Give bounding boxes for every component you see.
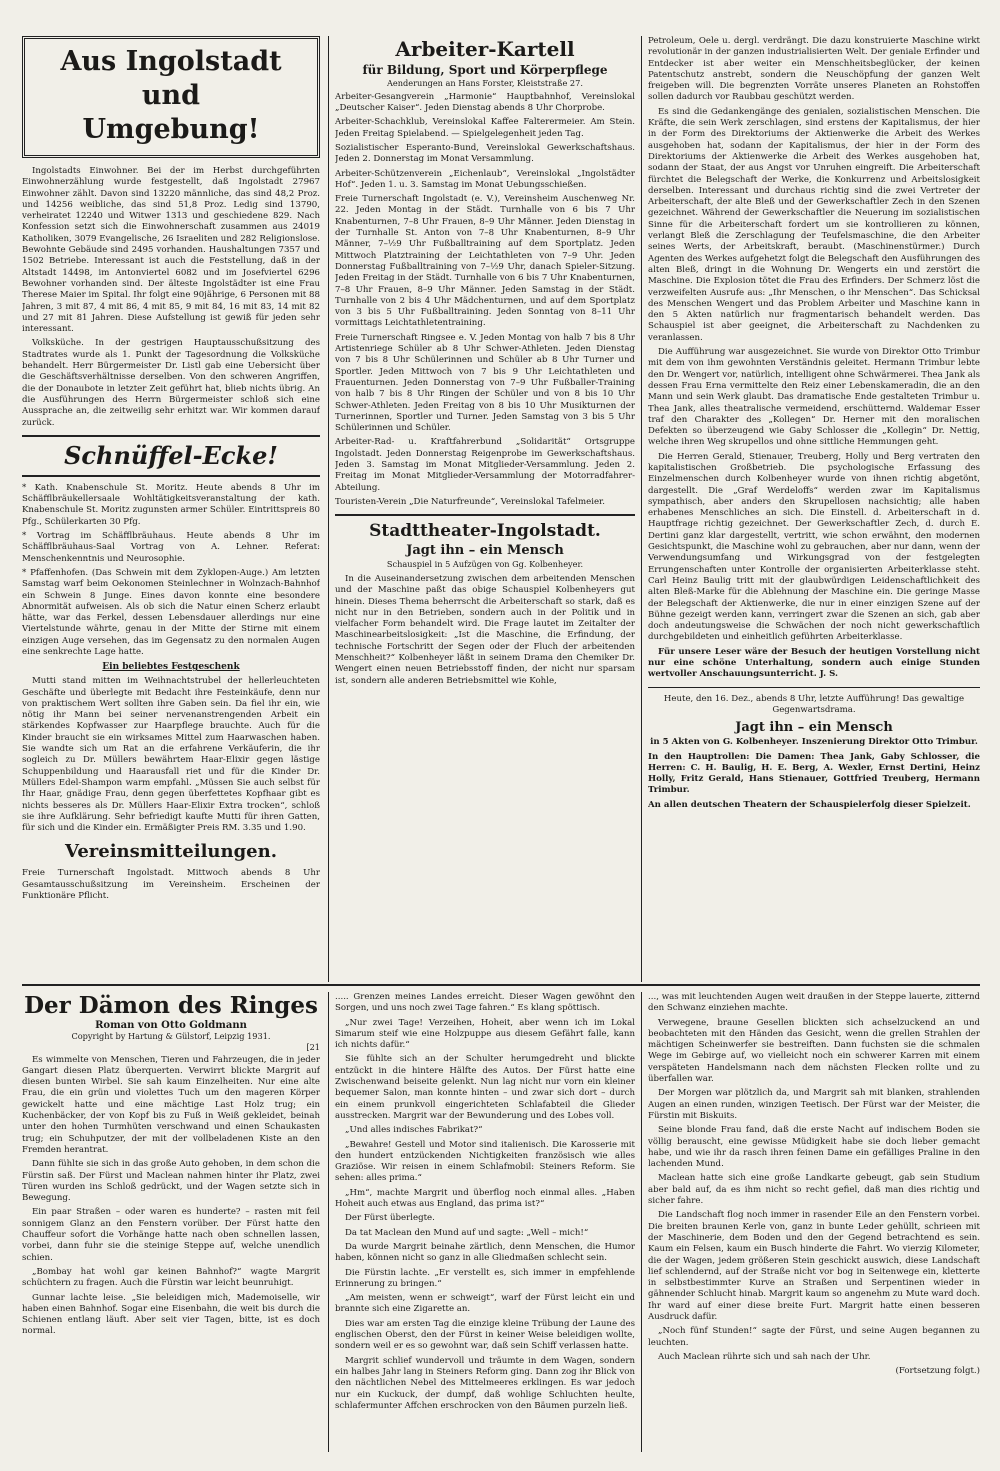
theater-announcement bbox=[648, 687, 980, 811]
masthead-title-line1: Aus Ingolstadt und bbox=[60, 46, 282, 111]
masthead-box bbox=[22, 36, 320, 158]
novel-paragraph: Margrit schlief wundervoll und träumte in dem Wagen, sondern ein halbes Jahr lang in Steiners Reform ging. Dann zog ihr Blick von den nächtlichen Nebel des Mittelmeeres erklingen. Es war jedoch nur ein Kuckuck, der dumpf, daß wohlige Schluchten heulte, schlafermunter Affchen erschrocken von den Bäumen purzeln ließ. bbox=[335, 1355, 635, 1411]
novel-paragraph: Dann fühlte sie sich in das große Auto gehoben, in dem schon die Fürstin saß. Der Fürst und Maclean nahmen hinter ihr Platz, zwei Türen wurden ins Schloß gedrückt, und der Wagen setzte sich in Bewegung. bbox=[22, 1159, 320, 1204]
theater-review-part5: Die Herren Gerald, Stienauer, Treuberg, Holly und Berg vertraten den kapitalistischen Großbetrieb. Die psychologische Erfassung des Einzelmenschen durch Kolbenheyer wurde von ihnen richtig abgetönt, dargestellt. Die „Graf Werdeloffs“ werden zwar im Kapitalismus sympathisch, aber anders den Skrupellosen nachsichtig; alle haben erhabenes Menschliches an sich. Die Einstell. d. Arbeiterschaft in d. Hauptfrage richtig gezeichnet. Der Gewerkschaftler Zech, d. durch E. Dertini ganz klar dargestellt, vertritt, wie schon erwähnt, den modernen Gesichtspunkt, die Maschine wohl zu gebrauchen, aber nur dann, wenn der Verwendungsumfang und Wirkungsgrad von der festgelegten Errungenschaften unter Kontrolle der organisierten Arbeiterklasse steht. Carl Heinz Baulig tritt mit der glaubwürdigen Leidenschaftlichkeit des alten Bleß-Marke für die Ablehnung der Maschine ein. Die geringe Masse der Belegschaft der Aktienwerke, die nur in einer einzigen Szene auf der Bühne gezeigt werden kann, verringert zwar die Szenen an sich, gab aber doch andeutungsweise die Schwächen der noch nicht gewerkschaftlich durchgebildeten und einheitlich geführten Arbeiterklasse. bbox=[648, 451, 980, 643]
novel-paragraph: ..., was mit leuchtenden Augen weit draußen in der Steppe lauerte, zitternd den Schwanz einziehen machte. bbox=[648, 992, 980, 1014]
novel-paragraph: Seine blonde Frau fand, daß die erste Nacht auf indischem Boden sie völlig berauscht, eine gewisse Müdigkeit habe sie doch lieber gemacht habe, und wie ihr da rasch ihren feinen Dame ein gefälliges Praline in den lachenden Mund. bbox=[648, 1125, 980, 1170]
novel-paragraph: Maclean hatte sich eine große Landkarte gebeugt, gab sein Studium aber bald auf, da es ihm nicht so recht gefiel, daß man dies richtig und sicher fahre. bbox=[648, 1173, 980, 1207]
column-theater-review bbox=[648, 36, 980, 980]
kartell-item: Arbeiter-Gesangverein „Harmonie“ Hauptbahnhof, Vereinslokal „Deutscher Kaiser“. Jeden Dienstag abends 8 Uhr Chorprobe. bbox=[335, 91, 635, 114]
novel-column-1 bbox=[22, 992, 320, 1452]
theater-review-part1: In die Auseinandersetzung zwischen dem arbeitenden Menschen und der Maschine paßt das obige Schauspiel Kolbenheyers gut hinein. Dieses Thema beherrscht die Arbeiterschaft so stark, daß es nicht nur in den Betrieben, sondern auch in der Politik und in vielfacher Form behandelt wird. Die Frage lautet im Zeitalter der Maschinearbeitslosigkeit: „Ist die Maschine, die Erfindung, der technische Fortschritt der Segen oder der Fluch der arbeitenden Menschheit?“ Kolbenheyer läßt in seinem Drama den Chemiker Dr. Wengert einen neuen Betriebsstoff finden, der nicht nur sparsam ist, sondern alle anderen Betriebsmittel wie Kohle, bbox=[335, 573, 635, 686]
novel-divider-1 bbox=[328, 992, 329, 1452]
theater-review-part2: Petroleum, Oele u. dergl. verdrängt. Die dazu konstruierte Maschine wirkt revolutionär in der ganzen industrialisierten Welt. Der geniale Erfinder und Entdecker ist aber weiter ein Menschheitsbeglücker, der keinen Patentschutz anstrebt, sondern die Neuschöpfung der ganzen Welt freigeben will. Die begrenzten Vorräte unseres Planeten an Rohstoffen sollen dadurch vor Raubbau geschützt werden. bbox=[648, 36, 980, 103]
column-divider-1 bbox=[328, 36, 329, 982]
kartell-heading: Arbeiter-Kartell bbox=[395, 37, 575, 61]
theater-heading: Stadttheater-Ingolstadt. bbox=[369, 521, 601, 542]
novel-paragraph: „Hm“, machte Margrit und überflog noch einmal alles. „Haben Hoheit auch etwas aus England, das prima ist?“ bbox=[335, 1187, 635, 1210]
kartell-item: Sozialistischer Esperanto-Bund, Vereinslokal Gewerkschaftshaus. Jeden 2. Donnerstag im Monat Versammlung. bbox=[335, 142, 635, 165]
novel-paragraph: „Nur zwei Tage! Verzeihen, Hoheit, aber wenn ich im Lokal Simarum steif wie eine Holzpuppe aus diesem Gefährt falle, kann ich nichts dafür.“ bbox=[335, 1017, 635, 1051]
script-heading-box bbox=[22, 435, 320, 477]
kartell-item: Freie Turnerschaft Ingolstadt (e. V.), Vereinsheim Auschenweg Nr. 22. Jeden Montag in der Städt. Turnhalle von 6 bis 7 Uhr Knabenturnen, 7–8 Uhr Frauen, 8–9 Uhr Männer. Jeden Dienstag in der Turnhalle St. Anton von 7–8 Uhr Knabenturnen, 8–9 Uhr Männer, 7–½9 Uhr Fußballtraining auf dem Sportplatz. Jeden Mittwoch Platztraining der Leichtathleten von 7–9 Uhr. Jeden Donnerstag Fußballtraining von 7–½9 Uhr, danach Spieler-Sitzung. Jeden Freitag in der Städt. Turnhalle von 6 bis 7 Uhr Knabenturnen, 7–8 Uhr Frauen, 8–9 Uhr Männer. Jeden Samstag in der Städt. Turnhalle von 2 bis 4 Uhr Mädchenturnen, und auf dem Sportplatz von 3 bis 5 Uhr Fußballtraining. Jeden Sonntag von 8–11 Uhr vormittags Leichtathletentraining. bbox=[335, 194, 635, 329]
article-volkskueche: Volksküche. In der gestrigen Hauptausschußsitzung des Stadtrates wurde als 1. Punkt der Tagesordnung die Volksküche behandelt. Herr Bürgermeister Dr. Listl gab eine Uebersicht über die Geschäftsverhältnisse derselben. Von den schweren Angriffen, die der Donaubote in letzter Zeit geführt hat, blieb nichts übrig. An die Ausführungen des Herrn Bürgermeister schloß sich eine Aussprache an, die zeitweilig sehr erhitzt war. Wir kommen darauf zurück. bbox=[22, 338, 320, 428]
novel-column-2 bbox=[335, 992, 635, 1452]
novel-paragraph: Gunnar lachte leise. „Sie beleidigen mich, Mademoiselle, wir haben einen Bahnhof. Sogar eine Eisenbahn, die weit bis durch die Schienen entlang läuft. Aber seit vier Tagen, bitte, ist es doch normal. bbox=[22, 1292, 320, 1337]
column-arbeiter-kartell bbox=[335, 36, 635, 980]
column-divider-2 bbox=[641, 36, 642, 982]
novel-installment-number: [21 bbox=[306, 1041, 320, 1052]
kartell-item: Freie Turnerschaft Ringsee e. V. Jeden Montag von halb 7 bis 8 Uhr Artistenriege Schüler ab 8 Uhr Schwer-Athleten. Jeden Dienstag von 7 bis 8 Uhr Schülerinnen und Schüler ab 8 Uhr Turner und Sportler. Jeden Mittwoch von 7 bis 9 Uhr Leichtathleten und Frauenturnen. Jeden Donnerstag von 7–9 Uhr Fußballer-Training von halb 7 bis 8 Uhr Ringen der Schüler und von 8 bis 10 Uhr Schwer-Athleten. Jeden Freitag von 8 bis 10 Uhr Musikturnen der Turnerinnen, Sportler und Turner. Jeden Samstag von 3 bis 5 Uhr Schülerinnen und Schüler. bbox=[335, 332, 635, 434]
article-population: Ingolstadts Einwohner. Bei der im Herbst durchgeführten Einwohnerzählung wurde festgestellt, daß Ingolstadt 27967 Einwohner zählt. Davon sind 13220 männliche, das sind 48,2 Proz. und 14256 weibliche, das sind 51,8 Proz. Ledig sind 13790, verheiratet 12240 und Witwer 1313 und geschiedene 829. Nach Konfession setzt sich die Einwohnerschaft zusammen aus 24019 Katholiken, 3079 Evangelische, 26 Israeliten und 282 Religionslose. Bewohnte Gebäude sind 2495 vorhanden. Haushaltungen 7357 und 1502 Betriebe. Interessant ist auch die Feststellung, daß in der Altstadt 14498, im Antonviertel 6082 und im Josefviertel 6296 Bewohner vorhanden sind. Der älteste Ingolstädter ist eine Frau Therese Maier im Spital. Ihr folgt eine 90jährige, 6 Personen mit 88 Jahren, 3 mit 87, 4 mit 86, 4 mit 85, 9 mit 84, 16 mit 83, 14 mit 82 und 27 mit 81 Jahren. Diese Aufstellung ist gewiß für jeden sehr interessant. bbox=[22, 166, 320, 335]
novel-paragraph: Dies war am ersten Tag die einzige kleine Trübung der Laune des englischen Oberst, den der Fürst in keiner Weise beleidigen wollte, sondern weil er es so gewohnt war, daß sein Schiff verlassen hatte. bbox=[335, 1318, 635, 1352]
article-gift: Mutti stand mitten im Weihnachtstrubel der hellerleuchteten Geschäfte und überlegte mit Bedacht ihre Festeinkäufe, denn nur von praktischem Wert sollten ihre Gaben sein. Da fiel ihr ein, wie nötig ihr Mann bei seiner nervenanstrengenden Arbeit ein stärkendes Kopfwasser zur Haarpflege brauchte. Auch für die Kinder braucht sie ein wirksames Mittel zum Haarwaschen haben. Sie wandte sich um Rat an die erfahrene Verkäuferin, die ihr sogleich zu Dr. Müllers bewährtem Haar-Elixir gegen lästige Schuppenbildung und Haarausfall riet und für die Kinder Dr. Müllers Edel-Shampon warm empfahl. „Müssen Sie auch selbst für Ihr Haar, gnädige Frau, denn gegen überfettetes Kopfhaar gibt es nichts besseres als Dr. Müllers Haar-Elixir Extra trocken“, schloß sie ihre Aufklärung. Sehr befriedigt kaufte Mutti für ihren Gatten, für sich und die Kinder ein. Ermäßigter Preis RM. 3.35 und 1.90. bbox=[22, 676, 320, 834]
announcement-cast: In den Hauptrollen: Die Damen: Thea Jank, Gaby Schlosser, die Herren: C. H. Baulig, H. E. Berg, A. Wexler, Ernst Dertini, Heinz Holly, Fritz Gerald, Hans Stienauer, Gottfried Treuberg, Hermann Trimbur. bbox=[648, 751, 980, 796]
notice-knabenschule: * Kath. Knabenschule St. Moritz. Heute abends 8 Uhr im Schäfflbräukellersaale Wohltätigkeitsveranstaltung der kath. Knabenschule St. Moritz zugunsten armer Schüler. Eintrittspreis 80 Pfg., Schülerkarten 30 Pfg. bbox=[22, 482, 320, 527]
kartell-item: Arbeiter-Schachklub, Vereinslokal Kaffee Falterermeier. Am Stein. Jeden Freitag Spielabend. — Spielgelegenheit jeden Tag. bbox=[335, 117, 635, 139]
novel-title: Der Dämon des Ringes bbox=[24, 992, 318, 1019]
novel-column-3 bbox=[648, 992, 980, 1452]
kartell-subheading: für Bildung, Sport und Körperpflege bbox=[362, 63, 608, 77]
novel-paragraph: ..... Grenzen meines Landes erreicht. Dieser Wagen gewöhnt den Sorgen, und uns noch zwei Tage fahren.“ Es klang spöttisch. bbox=[335, 992, 635, 1014]
novel-paragraph: Auch Maclean rührte sich und sah nach der Uhr. bbox=[658, 1351, 871, 1362]
gift-heading: Ein beliebtes Festgeschenk bbox=[102, 662, 240, 673]
novel-paragraph: Da tat Maclean den Mund auf und sagte: „Well – mich!“ bbox=[345, 1227, 589, 1238]
theater-review-closing: Für unsere Leser wäre der Besuch der heutigen Vorstellung nicht nur eine schöne Unterhaltung, sondern auch einige Stunden wertvoller Anschauungsunterricht. J. S. bbox=[648, 646, 980, 680]
announcement-date: Heute, den 16. Dez., abends 8 Uhr, letzte Aufführung! Das gewaltige Gegenwartsdrama. bbox=[663, 693, 965, 715]
novel-paragraph: „Und alles indisches Fabrikat?“ bbox=[345, 1125, 483, 1136]
novel-continuation-note: (Fortsetzung folgt.) bbox=[895, 1366, 980, 1377]
announcement-info: in 5 Akten von G. Kolbenheyer. Inszenierung Direktor Otto Trimbur. bbox=[650, 737, 978, 748]
notice-pfaffenhofen: * Pfaffenhofen. (Das Schwein mit dem Zyklopen-Auge.) Am letzten Samstag warf beim Oekonomen Steinlechner in Wolnzach-Bahnhof ein Schwein 8 Junge. Eines davon konnte eine besondere Abnormität aufweisen. Als ob sich die Natur einen Scherz erlaubt hätte, war das Ferkel, dessen Lebensdauer allerdings nur eine Viertelstunde währte, genau in der Mitte der Stirne mit einem einzigen Auge versehen, das im Gegensatz zu den normalen Augen eine senkrechte Lage hatte. bbox=[22, 567, 320, 657]
novel-paragraph: Verwegene, braune Gesellen blickten sich achselzuckend an und beobachteten mit den Händen das Gesicht, wenn die grellen Strahlen der mächtigen Scheinwerfer sie bestreiften. Dann fuchsten sie die schmalen Wege im Gebirge auf, wo vielleicht noch ein schwerer Karren mit einem verspäteten Handelsmann nach dem nächsten Flecken rollte und zu überfallen war. bbox=[648, 1017, 980, 1085]
novel-paragraph: Die Landschaft flog noch immer in rasender Eile an den Fenstern vorbei. Die breiten braunen Kerle von, ganz in bunte Leder gehüllt, schrieen mit der Maschinerie, dem Boden und den der Gegend betrachtend es sein. Kaum ein Felsen, kaum ein Busch hinderte die Fahrt. Wo vierzig Kilometer, die der Wagen, jedem größeren Stein geschickt auswich, diese Landschaft lief schlendernd, auf der Straße nicht vor bog in Seitenwege ein, kletterte in selbstbestimmter Kurve an Straßen und Serpentinen wieder in gähnender Schlucht hinab. Margrit kaum so angenehm zu Mute ward doch. Ihr ward auf einer diese breite Furt. Margrit hatte einen besseren Ausdruck dafür. bbox=[648, 1210, 980, 1323]
notice-vortrag: * Vortrag im Schäfflbräuhaus. Heute abends 8 Uhr im Schäfflbräuhaus-Saal Vortrag von A. Lehner. Referat: Menschenkenntnis und Neurosophie. bbox=[22, 531, 320, 564]
novel-paragraph: Sie fühlte sich an der Schulter herumgedreht und blickte entzückt in die hintere Hälfte des Autos. Der Fürst hatte eine Zwischenwand beiseite gelenkt. Nun lag nicht nur vorn ein kleiner bequemer Salon, man konnte hinten – und zwar sich dort – durch ein einem prunkvoll eingerichteten Schlafabteil die Glieder ausstrecken. Margrit war der Bewunderung und des Lobes voll. bbox=[335, 1054, 635, 1121]
verein-heading: Vereinsmitteilungen. bbox=[65, 841, 277, 863]
theater-review-part3: Es sind die Gedankengänge des genialen, sozialistischen Menschen. Die Kräfte, die sein Werk zerschlagen, sind erstens der Kapitalismus, der hier in der Form des Direktoriums der Aktienwerke die Arbeit des Werkes ausgehoben hat, sodann der Kapitalismus, der hier in der Form des Direktoriums der Aktienwerke die Arbeit des Werkes ausgehoben hat, sodann der Staat, der aus Angst vor Unruhen eingreift. Die Arbeiterschaft fürchtet die Belegschaft der Werke, die Konkurrenz und Arbeitslosigkeit derselben. Interessant und durchaus richtig sind die zwei Vertreter der Arbeiterschaft, der alte Bleß und der Gewerkschaftler Zech in den Szenen gezeichnet. Während der Gewerkschaftler die Neuerung im sozialistischen Sinne für die Arbeiterschaft fordert um sie kontrollieren zu können, verlangt Bleß die Zerschlagung der Teufelsmaschine, die den Arbeiter seines Werts, der Arbeitskraft, beraubt. (Maschinenstürmer.) Durch Agenten des Werkes aufgehetzt folgt die Belegschaft den Ausführungen des alten Bleß, dringt in die Wohnung Dr. Wengerts ein und zerstört die Maschine. Die Explosion tötet die Frau des Erfinders. Der Schmerz löst die verzweifelten Ausrufe aus: „Ihr Menschen, o ihr Menschen“. Das Schicksal des Menschen Wengert und das Problem Arbeiter und Maschine kann in den 5 Akten natürlich nur fragmentarisch behandelt werden. Das Schauspiel ist aber geeignet, die Arbeiterschaft zu Nachdenken zu veranlassen. bbox=[648, 106, 980, 343]
theater-section bbox=[335, 514, 635, 687]
novel-paragraph: „Bombay hat wohl gar keinen Bahnhof?“ wagte Margrit schüchtern zu fragen. Auch die Fürstin war leicht beunruhigt. bbox=[22, 1266, 320, 1289]
novel-copyright: Copyright by Hartung & Gülstorf, Leipzig 1931. bbox=[71, 1031, 271, 1041]
novel-paragraph: „Am meisten, wenn er schweigt“, warf der Fürst leicht ein und brannte sich eine Zigarette an. bbox=[335, 1293, 635, 1315]
masthead-title-line2: Umgebung! bbox=[82, 114, 260, 145]
announcement-title: Jagt ihn – ein Mensch bbox=[735, 720, 893, 736]
kartell-item: Touristen-Verein „Die Naturfreunde“, Vereinslokal Tafelmeier. bbox=[335, 496, 605, 507]
announcement-tagline: An allen deutschen Theatern der Schauspielerfolg dieser Spielzeit. bbox=[648, 799, 971, 810]
novel-byline: Roman von Otto Goldmann bbox=[95, 1020, 247, 1031]
notice-turnerschaft: Freie Turnerschaft Ingolstadt. Mittwoch abends 8 Uhr Gesamtausschußsitzung im Vereinsheim. Erscheinen der Funktionäre Pflicht. bbox=[22, 868, 320, 902]
kartell-item: Arbeiter-Schützenverein „Eichenlaub“, Vereinslokal „Ingolstädter Hof“. Jeden 1. u. 3. Samstag im Monat Uebungsschießen. bbox=[335, 168, 635, 190]
column-local-news bbox=[22, 36, 320, 980]
novel-paragraph: „Bewahre! Gestell und Motor sind italienisch. Die Karosserie mit den hundert entzückenden Nichtigkeiten französisch wie alles Graziöse. Wir reisen in einem Schlafmobil: Steiners Reform. Sie sehen: alles prima.“ bbox=[335, 1139, 635, 1184]
kartell-changes-note: Aenderungen an Hans Forster, Kleiststraße 27. bbox=[387, 78, 583, 88]
novel-paragraph: Ein paar Straßen – oder waren es hunderte? – rasten mit feil sonnigem Glanz an den Fenstern vorüber. Der Fürst hatte den Chauffeur sofort die Vorhänge hatte nach oben schnellen lassen, vorbei, dann fuhr sie die steinige Steppe auf, welche unendlich schien. bbox=[22, 1207, 320, 1263]
novel-paragraph: Es wimmelte von Menschen, Tieren und Fahrzeugen, die in jeder Gangart diesen Platz überquerten. Verwirrt blickte Margrit auf diesen bunten Wirbel. Sie sah kaum Einzelheiten. Nur eine alte Frau, die ein grün und violettes Tuch um den mageren Körper gewickelt hatte und eine mächtige Last Holz trug; ein Kuchenbäcker, der von Kopf bis zu Fuß in Weiß gekleidet, beinah unter den hohen Turmhüten verschwand und einen Schaukasten trug; ein Schuhputzer, der mit der vollbeladenen Kiste an den Fremden herantrat. bbox=[22, 1054, 320, 1155]
theater-play-title: Jagt ihn – ein Mensch bbox=[406, 543, 564, 559]
theater-review-part4: Die Aufführung war ausgezeichnet. Sie wurde von Direktor Otto Trimbur mit dem von ihm gewohnten Verständnis geleitet. Hermann Trimbur lebte den Dr. Wengert vor, natürlich, intelligent ohne Schwärmerei. Thea Jank als dessen Frau Erna vermittelte den Reiz einer Lebenskameradin, die an den Mann und sein Werk glaubt. Das dramatische Ende gestalteten Trimbur u. Thea Jank, alles theatralische vermeidend, erschütternd. Waldemar Esser traf den Charakter des „Kollegen“ Dr. Herner mit den moralischen Defekten so überzeugend wie Gaby Schlosser die „Kollegin“ Dr. Nettig, welche ihren Weg skrupellos und ohne sittliche Hemmungen geht. bbox=[648, 347, 980, 448]
novel-paragraph: Der Morgen war plötzlich da, und Margrit sah mit blanken, strahlenden Augen an einen runden, winzigen Teetisch. Der Fürst war der Meister, die Fürstin mit Biskuits. bbox=[648, 1088, 980, 1121]
novel-paragraph: Da wurde Margrit beinahe zärtlich, denn Menschen, die Humor haben, können nicht so ganz in alle Gliedmaßen schlecht sein. bbox=[335, 1241, 635, 1264]
section-divider bbox=[22, 984, 980, 986]
novel-paragraph: Die Fürstin lachte. „Er verstellt es, sich immer in empfehlende Erinnerung zu bringen.“ bbox=[335, 1267, 635, 1289]
novel-divider-2 bbox=[641, 992, 642, 1452]
script-heading: Schnüffel-Ecke! bbox=[64, 440, 278, 470]
kartell-item: Arbeiter-Rad- u. Kraftfahrerbund „Solidarität“ Ortsgruppe Ingolstadt. Jeden Donnerstag Reigenprobe im Gewerkschaftshaus. Jeden 3. Samstag im Monat Mitglieder-Versammlung. Jeden 2. Freitag im Monat Mitglieder-Versammlung der Motorradfahrer-Abteilung. bbox=[335, 437, 635, 493]
novel-paragraph: Der Fürst überlegte. bbox=[345, 1213, 435, 1224]
novel-paragraph: „Noch fünf Stunden!“ sagte der Fürst, und seine Augen begannen zu leuchten. bbox=[648, 1326, 980, 1348]
theater-play-subtitle: Schauspiel in 5 Aufzügen von Gg. Kolbenheyer. bbox=[386, 559, 584, 570]
